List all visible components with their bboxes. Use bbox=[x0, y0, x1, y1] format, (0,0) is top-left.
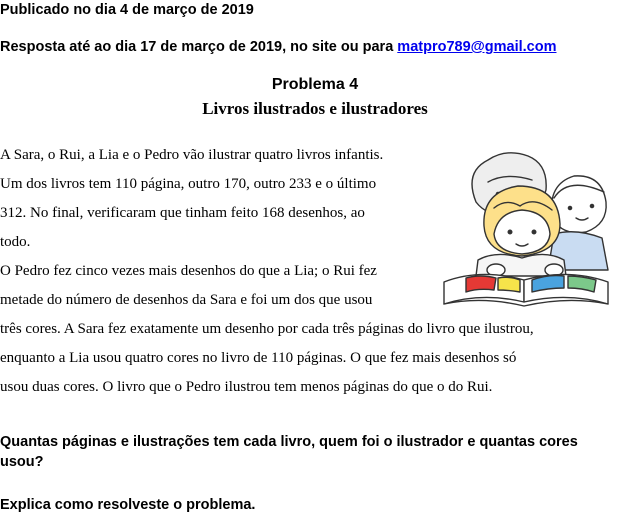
problem-line: enquanto a Lia usou quatro cores no livro de 110 páginas. O que fez mais desenhos só bbox=[0, 350, 517, 366]
problem-line: todo. bbox=[0, 234, 31, 250]
publication-date: Publicado no dia 4 de março de 2019 bbox=[0, 2, 254, 18]
email-link[interactable]: matpro789@gmail.com bbox=[397, 39, 557, 55]
problem-number: Problema 4 bbox=[271, 76, 359, 93]
problem-line: Um dos livros tem 110 página, outro 170, outro 233 e o último bbox=[0, 176, 377, 192]
problem-line: metade do número de desenhos da Sara e foi um dos que usou bbox=[0, 292, 373, 308]
problem-line: O Pedro fez cinco vezes mais desenhos do que a Lia; o Rui fez bbox=[0, 263, 377, 279]
problem-line: três cores. A Sara fez exatamente um desenho por cada três páginas do livro que ilustrou, bbox=[0, 321, 534, 337]
problem-line: A Sara, o Rui, a Lia e o Pedro vão ilustrar quatro livros infantis. bbox=[0, 147, 384, 163]
problem-line: usou duas cores. O livro que o Pedro ilustrou tem menos páginas do que o do Rui. bbox=[0, 379, 493, 395]
children-reading-book-icon bbox=[436, 142, 614, 310]
problem-line: 312. No final, verificaram que tinham feito 168 desenhos, ao bbox=[0, 205, 365, 221]
instruction-text: Explica como resolveste o problema. bbox=[0, 497, 256, 513]
deadline-text: Resposta até ao dia 17 de março de 2019, no site ou para bbox=[0, 39, 398, 55]
deadline-line bbox=[0, 39, 557, 55]
question-text: Quantas páginas e ilustrações tem cada livro, quem foi o ilustrador e quantas cores usou? bbox=[0, 434, 578, 470]
problem-title: Livros ilustrados e ilustradores bbox=[202, 99, 428, 118]
